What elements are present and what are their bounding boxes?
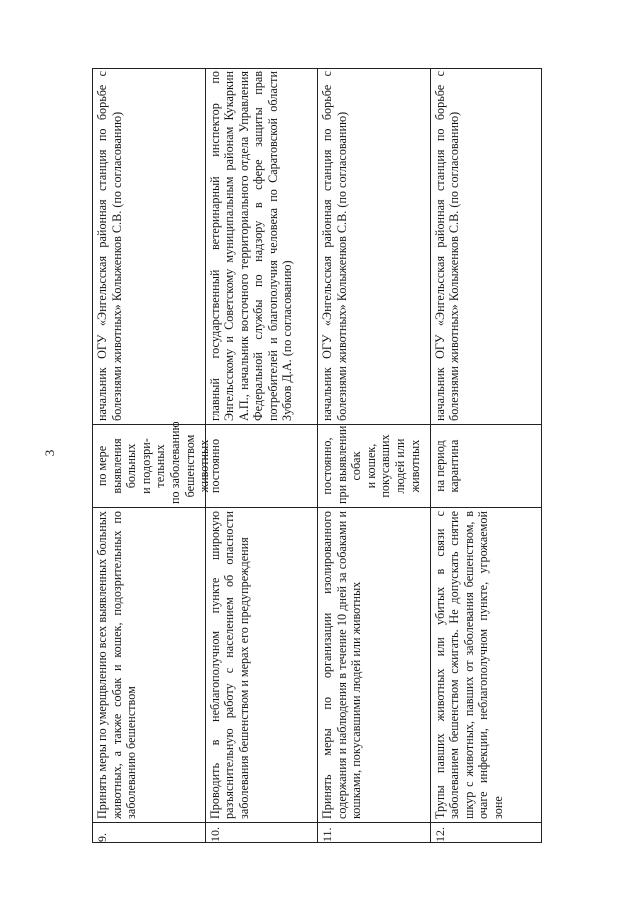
term-line: по мере [95, 445, 109, 487]
row-number: 11. [320, 827, 334, 842]
term-line: тельных [153, 444, 168, 488]
term-line: по заболеванию [167, 421, 182, 504]
term-line: людей или [392, 438, 407, 494]
term-line: собак [349, 451, 364, 481]
action-cell: Принять меры по умерщвлению всех выявленных больных животных, а также собак и кошек, подозрительных по заболеванию бешенством [93, 508, 205, 823]
row-number: 10. [207, 827, 222, 842]
term-cell [431, 425, 542, 508]
page-number: 3 [42, 449, 57, 457]
row-number: 12. [432, 827, 447, 842]
responsible-cell: главный государственный ветеринарный инспектор по Энгельсскому и Советскому муниципальным районам Кукаркин А.П., начальник восточного территориального отдела Управления Федеральной службы по надзору в сфере защиты прав потребителей и благополучия человека по Саратовской области Зубков Д.А. (по согласованию) [206, 68, 318, 425]
term-line: животных [197, 439, 212, 493]
action-cell: Принять меры по организации изолированного содержания и наблюдения в течение 10 дней за собаками и кошками, покусавшими людей или животных [318, 508, 430, 823]
table-row [430, 68, 543, 843]
term-line: карантина [447, 439, 462, 493]
table-row [205, 68, 318, 843]
term-cell [318, 425, 430, 508]
responsible-cell: начальник ОГУ «Энгельсская районная станция по борьбе с болезнями животных» Колыженков С.В. (по согласованию) [93, 68, 205, 425]
row-number: 9. [95, 833, 109, 842]
term-line: выявления [109, 438, 124, 494]
term-line: покусавших [378, 434, 393, 498]
term-line: и кошек, [363, 443, 378, 489]
action-cell: Трупы павших животных или убитых в связи с заболеванием бешенством сжигать. Не допускать снятие шкур с животных, павших от заболевания бешенством, в очаге инфекции, неблагополучном пункте, угрожаемой зоне [431, 508, 542, 823]
table-row [317, 68, 430, 843]
term-line: на период [432, 440, 447, 492]
term-line: и подозри- [138, 438, 153, 494]
term-line: постоянно, [320, 437, 334, 495]
table-row [92, 68, 212, 843]
term-line: бешенством [182, 434, 197, 498]
responsible-cell: начальник ОГУ «Энгельсская районная станция по борьбе с болезнями животных» Колыженков С.В. (по согласованию) [318, 68, 430, 425]
measures-table [92, 68, 542, 843]
term-cell [206, 425, 318, 508]
responsible-cell: начальник ОГУ «Энгельсская районная станция по борьбе с болезнями животных» Колыженков С.В. (по согласованию) [431, 68, 542, 425]
term-cell [93, 421, 212, 508]
term-line: животных [407, 439, 422, 493]
term-line: при выявлении [334, 425, 349, 504]
term-line: постоянно [207, 438, 222, 494]
term-line: больных [124, 443, 139, 489]
action-cell: Проводить в неблагополучном пункте широкую разъяснительную работу с населением об опасности заболевания бешенством и мерах его предупреждения [206, 508, 318, 823]
